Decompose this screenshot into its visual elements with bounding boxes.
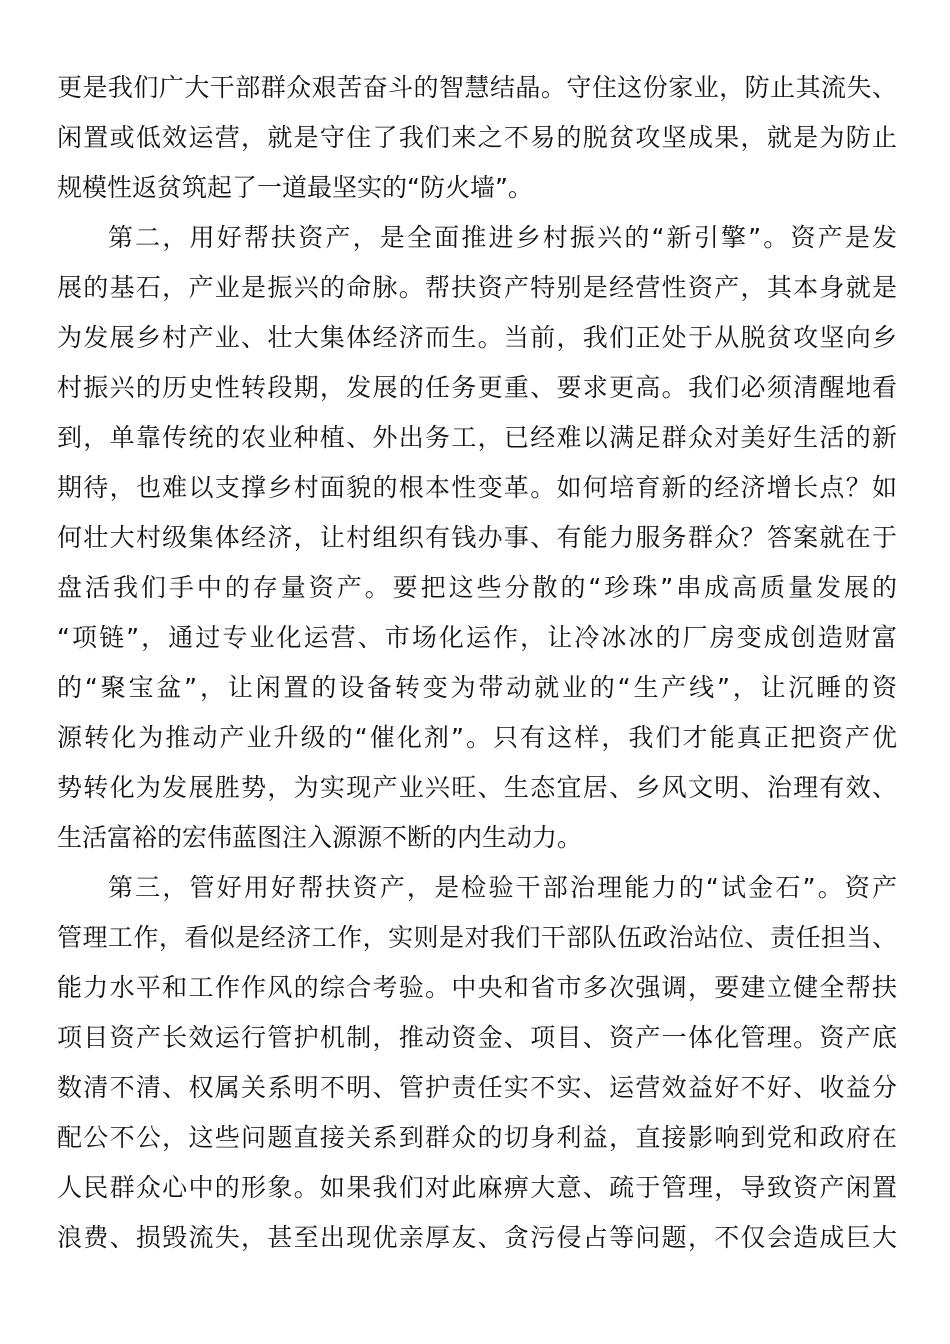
text-line: 管理工作，看似是经济工作，实则是对我们干部队伍政治站位、责任担当、	[57, 923, 897, 952]
text-line: 源转化为推动产业升级的“催化剂”。只有这样，我们才能真正把资产优	[57, 723, 897, 752]
text-line: 何壮大村级集体经济，让村组织有钱办事、有能力服务群众？答案就在于	[57, 523, 897, 552]
text-line: 项目资产长效运行管护机制，推动资金、项目、资产一体化管理。资产底	[57, 1023, 897, 1052]
text-line: “项链”，通过专业化运营、市场化运作，让冷冰冰的厂房变成创造财富	[57, 623, 897, 652]
text-line: 到，单靠传统的农业种植、外出务工，已经难以满足群众对美好生活的新	[57, 423, 897, 452]
paragraph-start-line: 第二，用好帮扶资产，是全面推进乡村振兴的“新引擎”。资产是发	[108, 223, 897, 252]
text-line: 势转化为发展胜势，为实现产业兴旺、生态宜居、乡风文明、治理有效、	[57, 773, 897, 802]
text-line: 村振兴的历史性转段期，发展的任务更重、要求更高。我们必须清醒地看	[57, 373, 897, 402]
text-line: 配公不公，这些问题直接关系到群众的切身利益，直接影响到党和政府在	[57, 1123, 897, 1152]
text-line: 数清不清、权属关系明不明、管护责任实不实、运营效益好不好、收益分	[57, 1073, 897, 1102]
text-line: 为发展乡村产业、壮大集体经济而生。当前，我们正处于从脱贫攻坚向乡	[57, 323, 897, 352]
text-line: 人民群众心中的形象。如果我们对此麻痹大意、疏于管理，导致资产闲置	[57, 1173, 897, 1202]
text-line: 盘活我们手中的存量资产。要把这些分散的“珍珠”串成高质量发展的	[57, 573, 897, 602]
text-line: 更是我们广大干部群众艰苦奋斗的智慧结晶。守住这份家业，防止其流失、	[57, 73, 897, 102]
text-line: 能力水平和工作作风的综合考验。中央和省市多次强调，要建立健全帮扶	[57, 973, 897, 1002]
text-line: 浪费、损毁流失，甚至出现优亲厚友、贪污侵占等问题，不仅会造成巨大	[57, 1223, 897, 1252]
text-line: 期待，也难以支撑乡村面貌的根本性变革。如何培育新的经济增长点？如	[57, 473, 897, 502]
text-line: 规模性返贫筑起了一道最坚实的“防火墙”。	[57, 173, 533, 202]
text-line: 展的基石，产业是振兴的命脉。帮扶资产特别是经营性资产，其本身就是	[57, 273, 897, 302]
text-line: 的“聚宝盆”，让闲置的设备转变为带动就业的“生产线”，让沉睡的资	[57, 673, 897, 702]
text-line: 生活富裕的宏伟蓝图注入源源不断的内生动力。	[57, 823, 583, 852]
paragraph-start-line: 第三，管好用好帮扶资产，是检验干部治理能力的“试金石”。资产	[108, 873, 897, 902]
text-line: 闲置或低效运营，就是守住了我们来之不易的脱贫攻坚成果，就是为防止	[57, 123, 897, 152]
